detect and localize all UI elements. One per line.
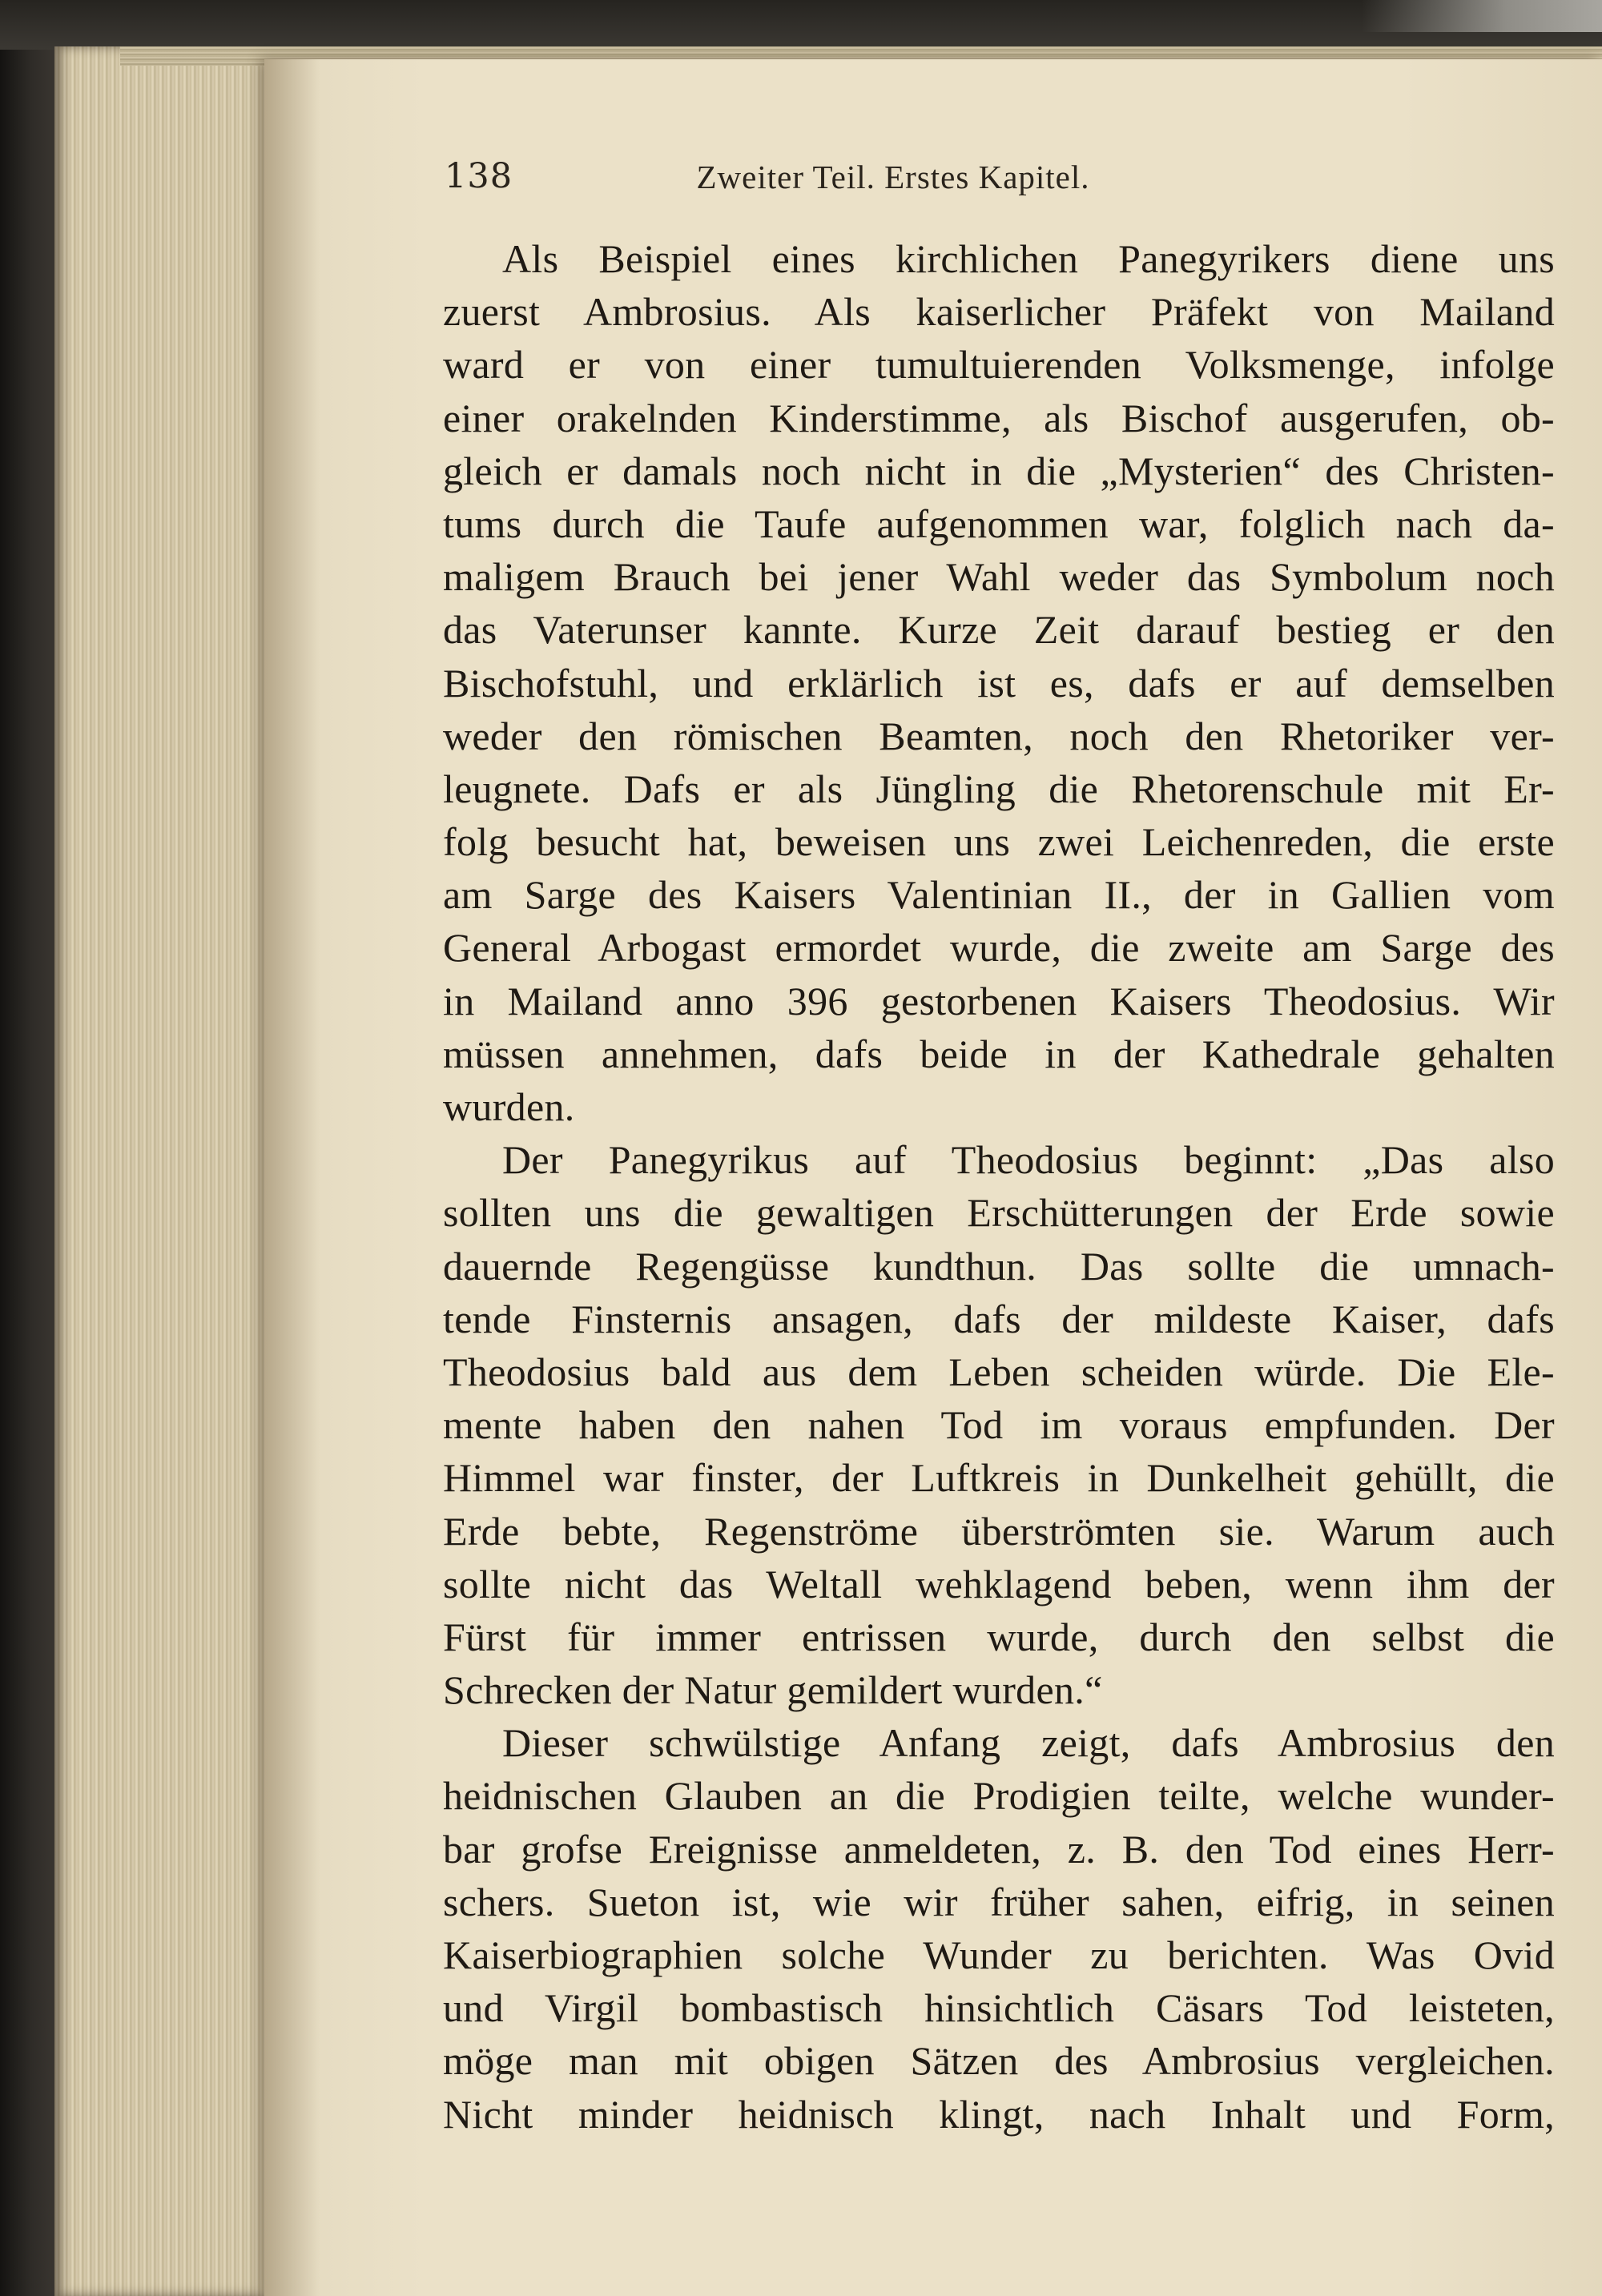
text-line: am Sarge des Kaisers Valentinian II., der in Gallien vom <box>443 872 1555 918</box>
book-cover-edge <box>0 0 56 2296</box>
page-header <box>445 156 1342 204</box>
text-line: folg besucht hat, beweisen uns zwei Leichenreden, die erste <box>443 819 1555 865</box>
text-line: tende Finsternis ansagen, dafs der mildeste Kaiser, dafs <box>443 1296 1555 1341</box>
text-line: maligem Brauch bei jener Wahl weder das Symbolum noch <box>443 554 1555 600</box>
page-number: 138 <box>445 156 513 196</box>
text-line: bar grofse Ereignisse anmeldeten, z. B. den Tod eines Herr- <box>443 1826 1555 1872</box>
text-line: einer orakelnden Kinderstimme, als Bischof ausgerufen, ob- <box>443 395 1555 440</box>
running-head: Zweiter Teil. Erstes Kapitel. <box>696 159 1090 195</box>
text-line: tums durch die Taufe aufgenommen war, folglich nach da- <box>443 501 1555 546</box>
text-line: dauernde Regengüsse kundthun. Das sollte die umnach- <box>443 1243 1555 1289</box>
text-line: in Mailand anno 396 gestorbenen Kaisers Theodosius. Wir <box>443 978 1555 1023</box>
text-line: Kaiserbiographien solche Wunder zu berichten. Was Ovid <box>443 1932 1555 1977</box>
text-line: Bischofstuhl, und erklärlich ist es, dafs er auf demselben <box>443 660 1555 706</box>
text-line: sollten uns die gewaltigen Erschütterungen der Erde sowie <box>443 1190 1555 1236</box>
text-line: gleich er damals noch nicht in die „Mysterien“ des Christen- <box>443 448 1555 493</box>
text-line: möge man mit obigen Sätzen des Ambrosius vergleichen. <box>443 2038 1555 2084</box>
text-line: müssen annehmen, dafs beide in der Kathedrale gehalten <box>443 1031 1555 1076</box>
text-line: Dieser schwülstige Anfang zeigt, dafs Ambrosius den <box>502 1720 1555 1766</box>
text-line: zuerst Ambrosius. Als kaiserlicher Präfekt von Mailand <box>443 289 1555 335</box>
text-line: Erde bebte, Regenströme überströmten sie. Warum auch <box>443 1508 1555 1554</box>
text-line: sollte nicht das Weltall wehklagend beben, wenn ihm der <box>443 1561 1555 1606</box>
text-line: Himmel war finster, der Luftkreis in Dunkelheit gehüllt, die <box>443 1455 1555 1501</box>
text-line: weder den römischen Beamten, noch den Rhetoriker ver- <box>443 713 1555 758</box>
body-text <box>443 232 1555 2141</box>
text-line: schers. Sueton ist, wie wir früher sahen, eifrig, in seinen <box>443 1879 1555 1924</box>
text-line: mente haben den nahen Tod im voraus empfunden. Der <box>443 1402 1555 1448</box>
text-line: wurden. <box>443 1084 575 1129</box>
text-line: leugnete. Dafs er als Jüngling die Rhetorenschule mit Er- <box>443 766 1555 811</box>
page-stack-edge <box>54 46 295 2296</box>
text-line: Als Beispiel eines kirchlichen Panegyrikers diene uns <box>502 236 1555 281</box>
text-line: heidnischen Glauben an die Prodigien teilte, welche wunder- <box>443 1773 1555 1819</box>
text-line: Nicht minder heidnisch klingt, nach Inhalt und Form, <box>443 2091 1555 2137</box>
text-line: und Virgil bombastisch hinsichtlich Cäsars Tod leisteten, <box>443 1985 1555 2031</box>
text-line: Der Panegyrikus auf Theodosius beginnt: „Das also <box>502 1137 1555 1183</box>
text-line: Schrecken der Natur gemildert wurden.“ <box>443 1667 1103 1713</box>
text-line: das Vaterunser kannte. Kurze Zeit darauf bestieg er den <box>443 607 1555 653</box>
background-highlight <box>1362 0 1602 32</box>
gutter-shadow <box>264 59 320 2296</box>
text-line: Fürst für immer entrissen wurde, durch den selbst die <box>443 1614 1555 1659</box>
text-line: General Arbogast ermordet wurde, die zweite am Sarge des <box>443 925 1555 971</box>
text-line: Theodosius bald aus dem Leben scheiden würde. Die Ele- <box>443 1349 1555 1394</box>
text-line: ward er von einer tumultuierenden Volksmenge, infolge <box>443 342 1555 388</box>
